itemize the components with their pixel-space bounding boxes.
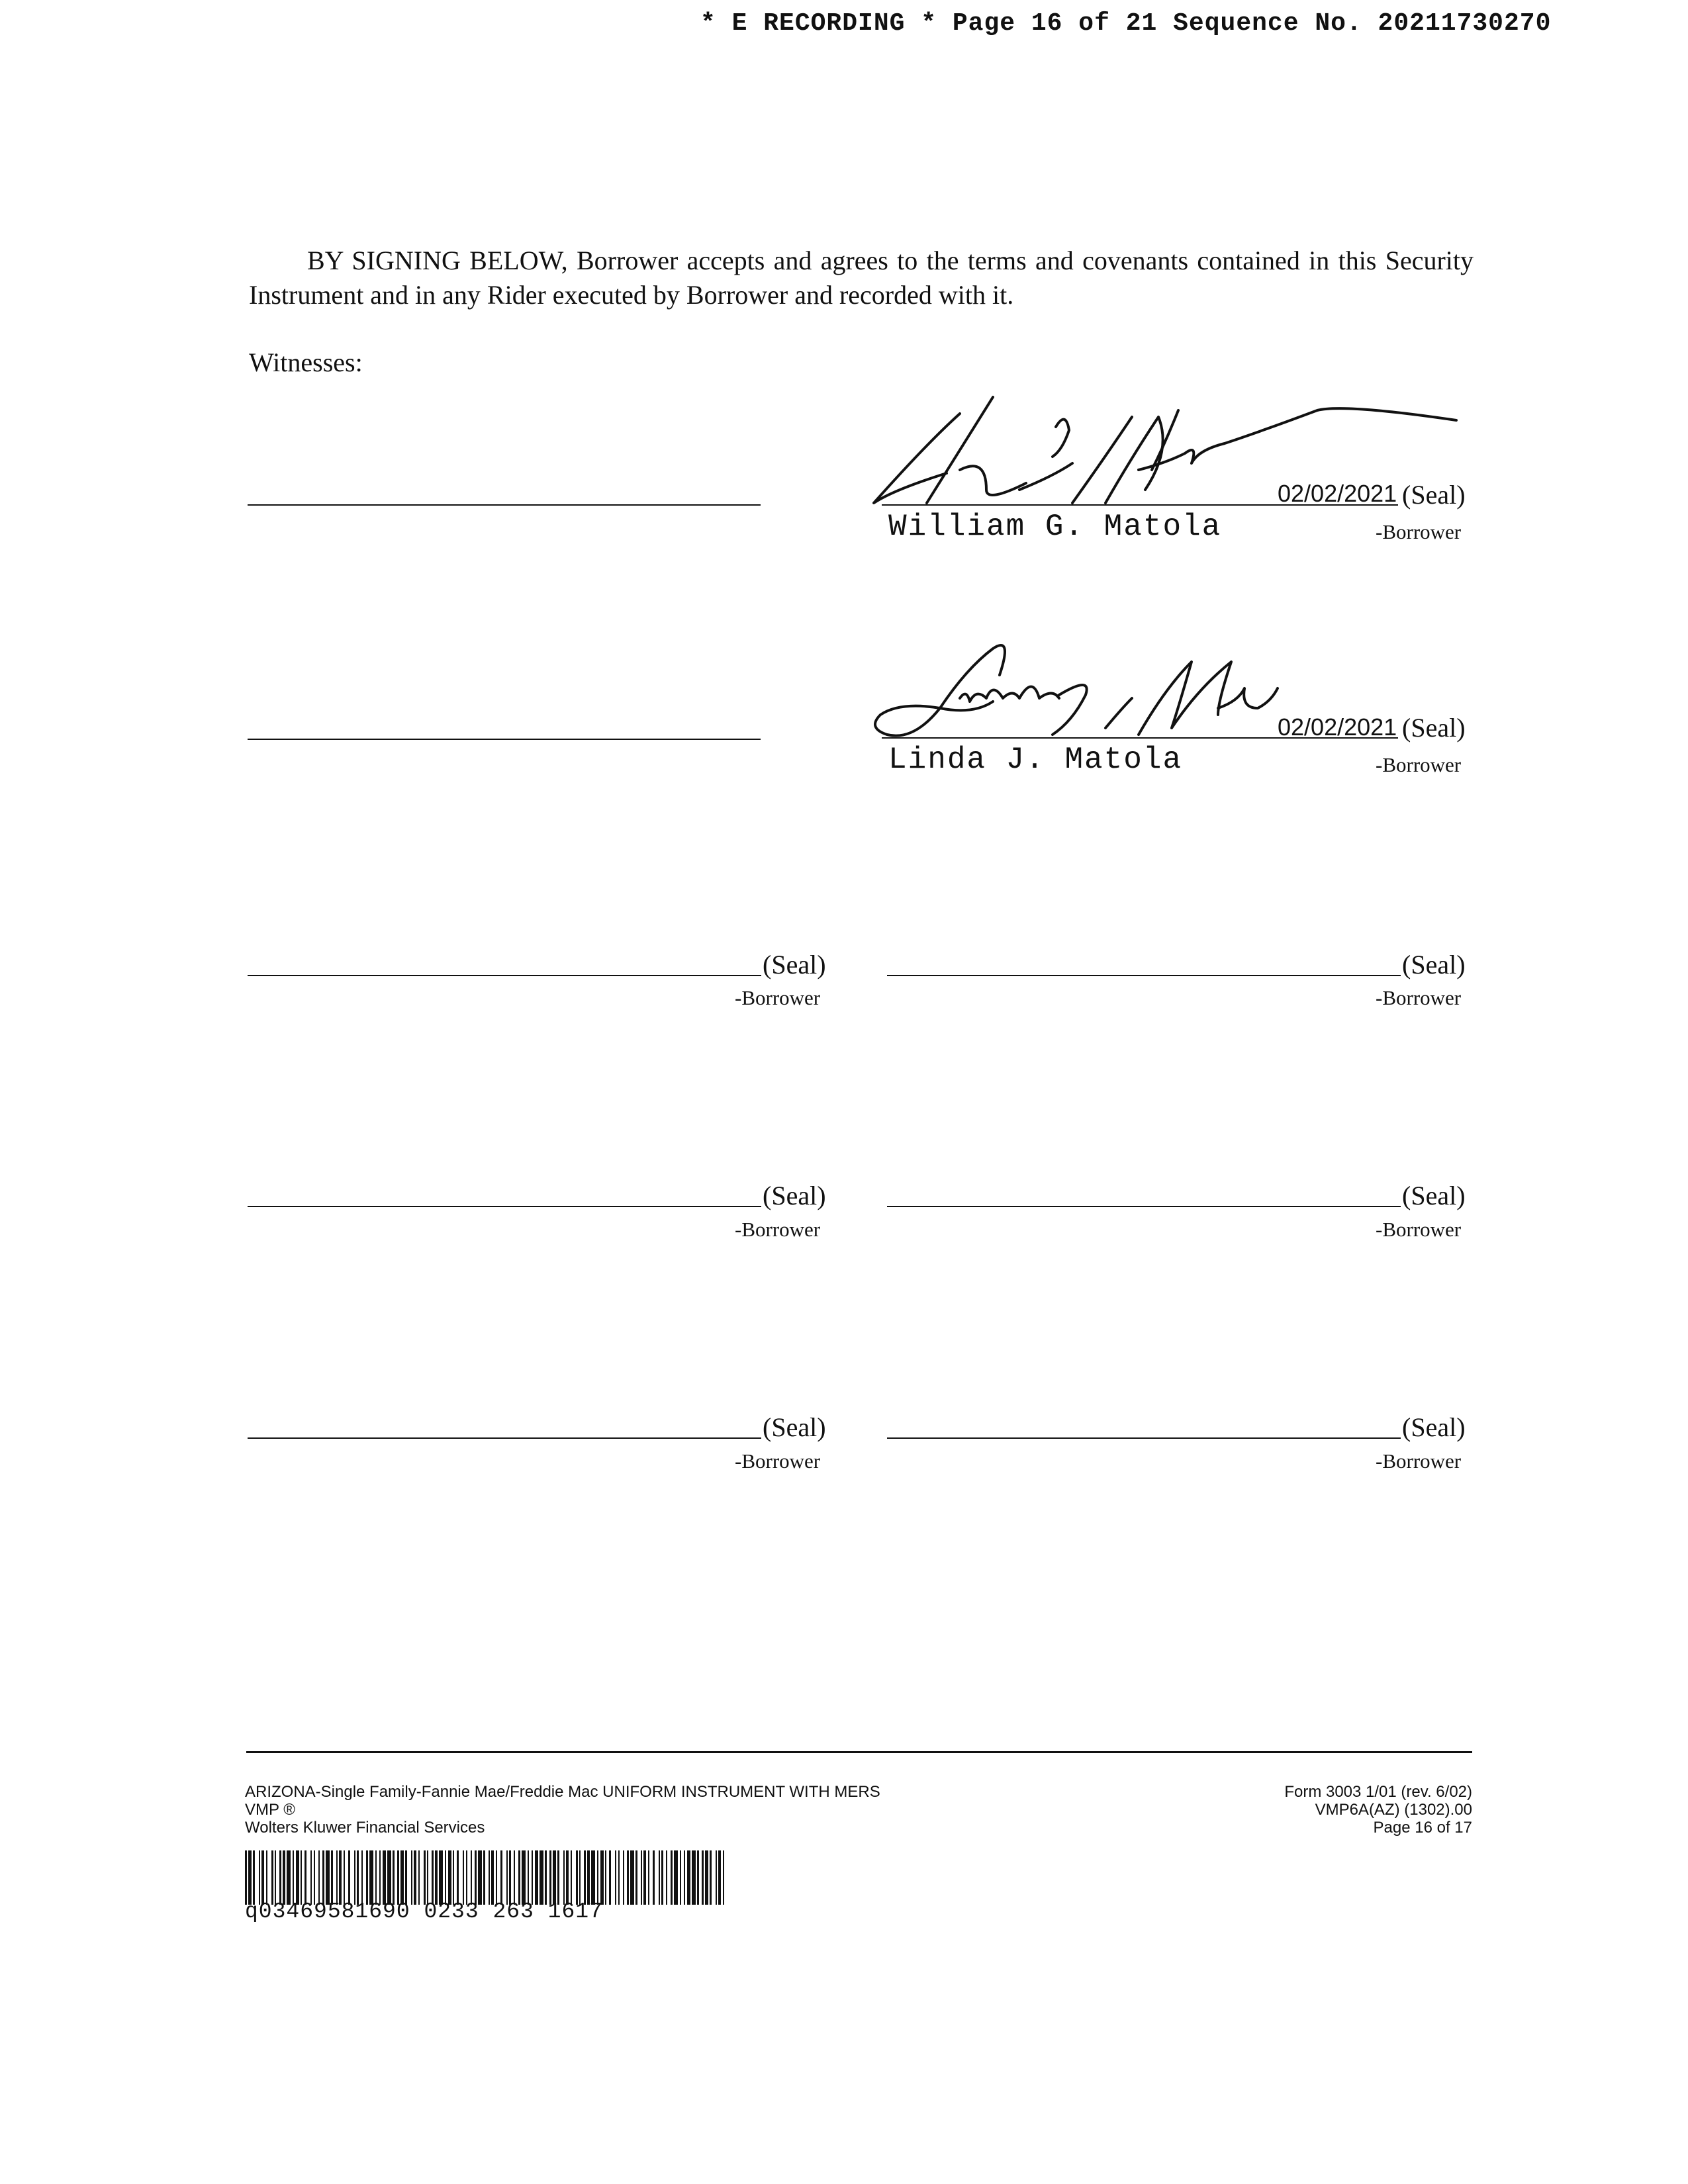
barcode-bar: [535, 1850, 538, 1905]
borrower-signature-line-6: [887, 1206, 1401, 1207]
barcode-bar: [500, 1850, 502, 1905]
witness-line-2: [248, 739, 761, 740]
barcode-bar: [424, 1850, 426, 1905]
barcode-bar: [630, 1850, 634, 1905]
barcode-bar: [331, 1850, 333, 1905]
barcode-bar: [283, 1850, 285, 1905]
barcode-bar: [687, 1850, 690, 1905]
seal-label: (Seal): [1402, 1181, 1466, 1210]
barcode-bar: [641, 1850, 642, 1905]
barcode-bar: [635, 1850, 637, 1905]
footer-form-description: [245, 1783, 880, 1837]
barcode-bar: [387, 1850, 391, 1905]
barcode-bar: [301, 1850, 302, 1905]
barcode-bar: [369, 1850, 373, 1905]
seal-label: (Seal): [1402, 1412, 1466, 1442]
barcode-bar: [445, 1850, 446, 1905]
recording-header: * E RECORDING * Page 16 of 21 Sequence No. 20211730270: [700, 9, 1552, 38]
barcode-bar: [518, 1850, 520, 1905]
barcode-bar: [605, 1850, 606, 1905]
barcode-bar: [576, 1850, 578, 1905]
barcode-bar: [259, 1850, 260, 1905]
barcode-bar: [723, 1850, 724, 1905]
barcode-bar: [692, 1850, 696, 1905]
barcode-bar: [400, 1850, 404, 1905]
barcode-bar: [339, 1850, 342, 1905]
footer-publisher: Wolters Kluwer Financial Services: [245, 1819, 485, 1837]
barcode-bar: [587, 1850, 590, 1905]
footer-form-number: Form 3003 1/01 (rev. 6/02): [1284, 1783, 1472, 1801]
barcode-bar: [361, 1850, 363, 1905]
borrower-label: -Borrower: [1376, 1218, 1462, 1241]
barcode-bar: [566, 1850, 569, 1905]
barcode-bar: [310, 1850, 312, 1905]
borrower-signature-line-8: [887, 1437, 1401, 1439]
borrower-typed-name-1: William G. Matola: [888, 510, 1222, 544]
barcode-bar: [674, 1850, 678, 1905]
barcode-bar: [627, 1850, 629, 1905]
barcode-bar: [326, 1850, 330, 1905]
witnesses-label: Witnesses:: [249, 347, 363, 377]
barcode-bar: [248, 1850, 252, 1905]
barcode-bar: [591, 1850, 595, 1905]
witness-line-1: [248, 504, 761, 506]
barcode-bar: [705, 1850, 708, 1905]
barcode-bar: [397, 1850, 399, 1905]
barcode-bar: [435, 1850, 438, 1905]
barcode-bar: [661, 1850, 663, 1905]
footer-page-number: Page 16 of 17: [1373, 1819, 1472, 1837]
barcode-bar: [666, 1850, 667, 1905]
borrower-typed-name-2: Linda J. Matola: [888, 743, 1183, 777]
barcode-bar: [514, 1850, 515, 1905]
barcode-bar: [557, 1850, 559, 1905]
barcode-bar: [271, 1850, 273, 1905]
barcode-bar: [684, 1850, 685, 1905]
barcode-bar: [253, 1850, 255, 1905]
barcode-bar: [366, 1850, 368, 1905]
footer-instrument-title: ARIZONA-Single Family-Fannie Mae/Freddie Mac UNIFORM INSTRUMENT WITH MERS: [245, 1783, 880, 1801]
barcode-bar: [393, 1850, 395, 1905]
barcode-bar: [609, 1850, 611, 1905]
barcode-bar: [710, 1850, 712, 1905]
barcode-bar: [716, 1850, 717, 1905]
barcode-bar: [584, 1850, 586, 1905]
barcode-bar: [506, 1850, 508, 1905]
barcode-bar: [478, 1850, 482, 1905]
barcode-bar: [453, 1850, 454, 1905]
barcode-bar: [293, 1850, 294, 1905]
barcode-bar: [615, 1850, 616, 1905]
seal-label: (Seal): [1402, 950, 1466, 979]
barcode-bar: [383, 1850, 386, 1905]
barcode-bar: [379, 1850, 381, 1905]
seal-label: (Seal): [763, 1412, 826, 1442]
barcode-bar: [463, 1850, 464, 1905]
barcode-bar: [671, 1850, 673, 1905]
barcode-bar: [318, 1850, 320, 1905]
footer-vmp-mark: VMP ®: [245, 1801, 295, 1819]
seal-label: (Seal): [763, 950, 826, 979]
barcode-bar: [653, 1850, 655, 1905]
barcode-bar: [471, 1850, 472, 1905]
barcode-bar: [496, 1850, 497, 1905]
seal-label: (Seal): [763, 1181, 826, 1210]
barcode-bar: [457, 1850, 459, 1905]
barcode-bar: [405, 1850, 407, 1905]
borrower-label: -Borrower: [735, 1449, 821, 1473]
barcode-bar: [466, 1850, 467, 1905]
barcode-bar: [357, 1850, 359, 1905]
barcode-bar: [279, 1850, 281, 1905]
footer-form-info: [1284, 1783, 1472, 1837]
barcode-bar: [475, 1850, 477, 1905]
barcode-bar: [597, 1850, 598, 1905]
barcode-bar: [483, 1850, 485, 1905]
footer-vmp-code: VMP6A(AZ) (1302).00: [1315, 1801, 1472, 1819]
barcode-bar: [354, 1850, 355, 1905]
barcode-bar: [491, 1850, 494, 1905]
borrower-label: -Borrower: [1376, 986, 1462, 1009]
barcode-bar: [414, 1850, 416, 1905]
barcode-bar: [563, 1850, 565, 1905]
barcode-bar: [579, 1850, 581, 1905]
barcode-bar: [648, 1850, 649, 1905]
barcode-bar: [322, 1850, 324, 1905]
borrower-label: -Borrower: [1376, 1449, 1462, 1473]
barcode-bar: [697, 1850, 699, 1905]
barcode-bar: [659, 1850, 660, 1905]
barcode-bar: [509, 1850, 511, 1905]
borrower-signature-line-7: [248, 1437, 761, 1439]
barcode-bar: [680, 1850, 681, 1905]
seal-label: (Seal): [1402, 480, 1466, 510]
barcode-bar: [549, 1850, 551, 1905]
barcode-bar: [427, 1850, 428, 1905]
barcode-bar: [314, 1850, 315, 1905]
borrower-label: -Borrower: [1376, 753, 1462, 776]
borrower-label: -Borrower: [735, 986, 821, 1009]
signature-date-1: 02/02/2021: [1278, 480, 1397, 507]
barcode-bar: [571, 1850, 572, 1905]
borrower-signature-line-3: [248, 975, 761, 976]
barcode-bar: [348, 1850, 350, 1905]
barcode-bar: [439, 1850, 443, 1905]
barcode-bar: [275, 1850, 276, 1905]
barcode-bar: [245, 1850, 247, 1905]
barcode-bar: [336, 1850, 338, 1905]
barcode-bar: [266, 1850, 267, 1905]
barcode-bar: [539, 1850, 543, 1905]
footer-divider: [246, 1751, 1472, 1753]
barcode-bar: [296, 1850, 299, 1905]
barcode-bar: [418, 1850, 420, 1905]
document-barcode: [245, 1850, 724, 1905]
barcode-bar: [553, 1850, 556, 1905]
barcode-bar: [545, 1850, 547, 1905]
barcode-bar: [600, 1850, 604, 1905]
barcode-bar: [528, 1850, 529, 1905]
barcode-bar: [618, 1850, 620, 1905]
barcode-bar: [532, 1850, 533, 1905]
barcode-bar: [432, 1850, 434, 1905]
barcode-bar: [448, 1850, 451, 1905]
barcode-bar: [375, 1850, 377, 1905]
barcode-bar: [305, 1850, 306, 1905]
barcode-bar: [522, 1850, 526, 1905]
borrower-signature-line-4: [887, 975, 1401, 976]
barcode-bar: [287, 1850, 291, 1905]
signing-statement: [249, 244, 1474, 312]
barcode-bar: [411, 1850, 412, 1905]
barcode-bar: [344, 1850, 345, 1905]
barcode-bar: [623, 1850, 624, 1905]
borrower-label: -Borrower: [1376, 520, 1462, 543]
barcode-bar: [261, 1850, 264, 1905]
borrower-label: -Borrower: [735, 1218, 821, 1241]
barcode-bar: [702, 1850, 704, 1905]
signature-linda-matola: [861, 635, 1284, 748]
barcode-bar: [489, 1850, 490, 1905]
signing-statement-text: BY SIGNING BELOW, Borrower accepts and agrees to the terms and covenants contained in this Security Instrument and in any Rider executed by Borrower and recorded with it.: [249, 246, 1474, 310]
signature-date-2: 02/02/2021: [1278, 713, 1397, 741]
borrower-signature-line-5: [248, 1206, 761, 1207]
barcode-bar: [718, 1850, 721, 1905]
barcode-bar: [643, 1850, 646, 1905]
barcode-number: q03469581690 0233 263 1617: [245, 1899, 603, 1924]
seal-label: (Seal): [1402, 713, 1466, 743]
